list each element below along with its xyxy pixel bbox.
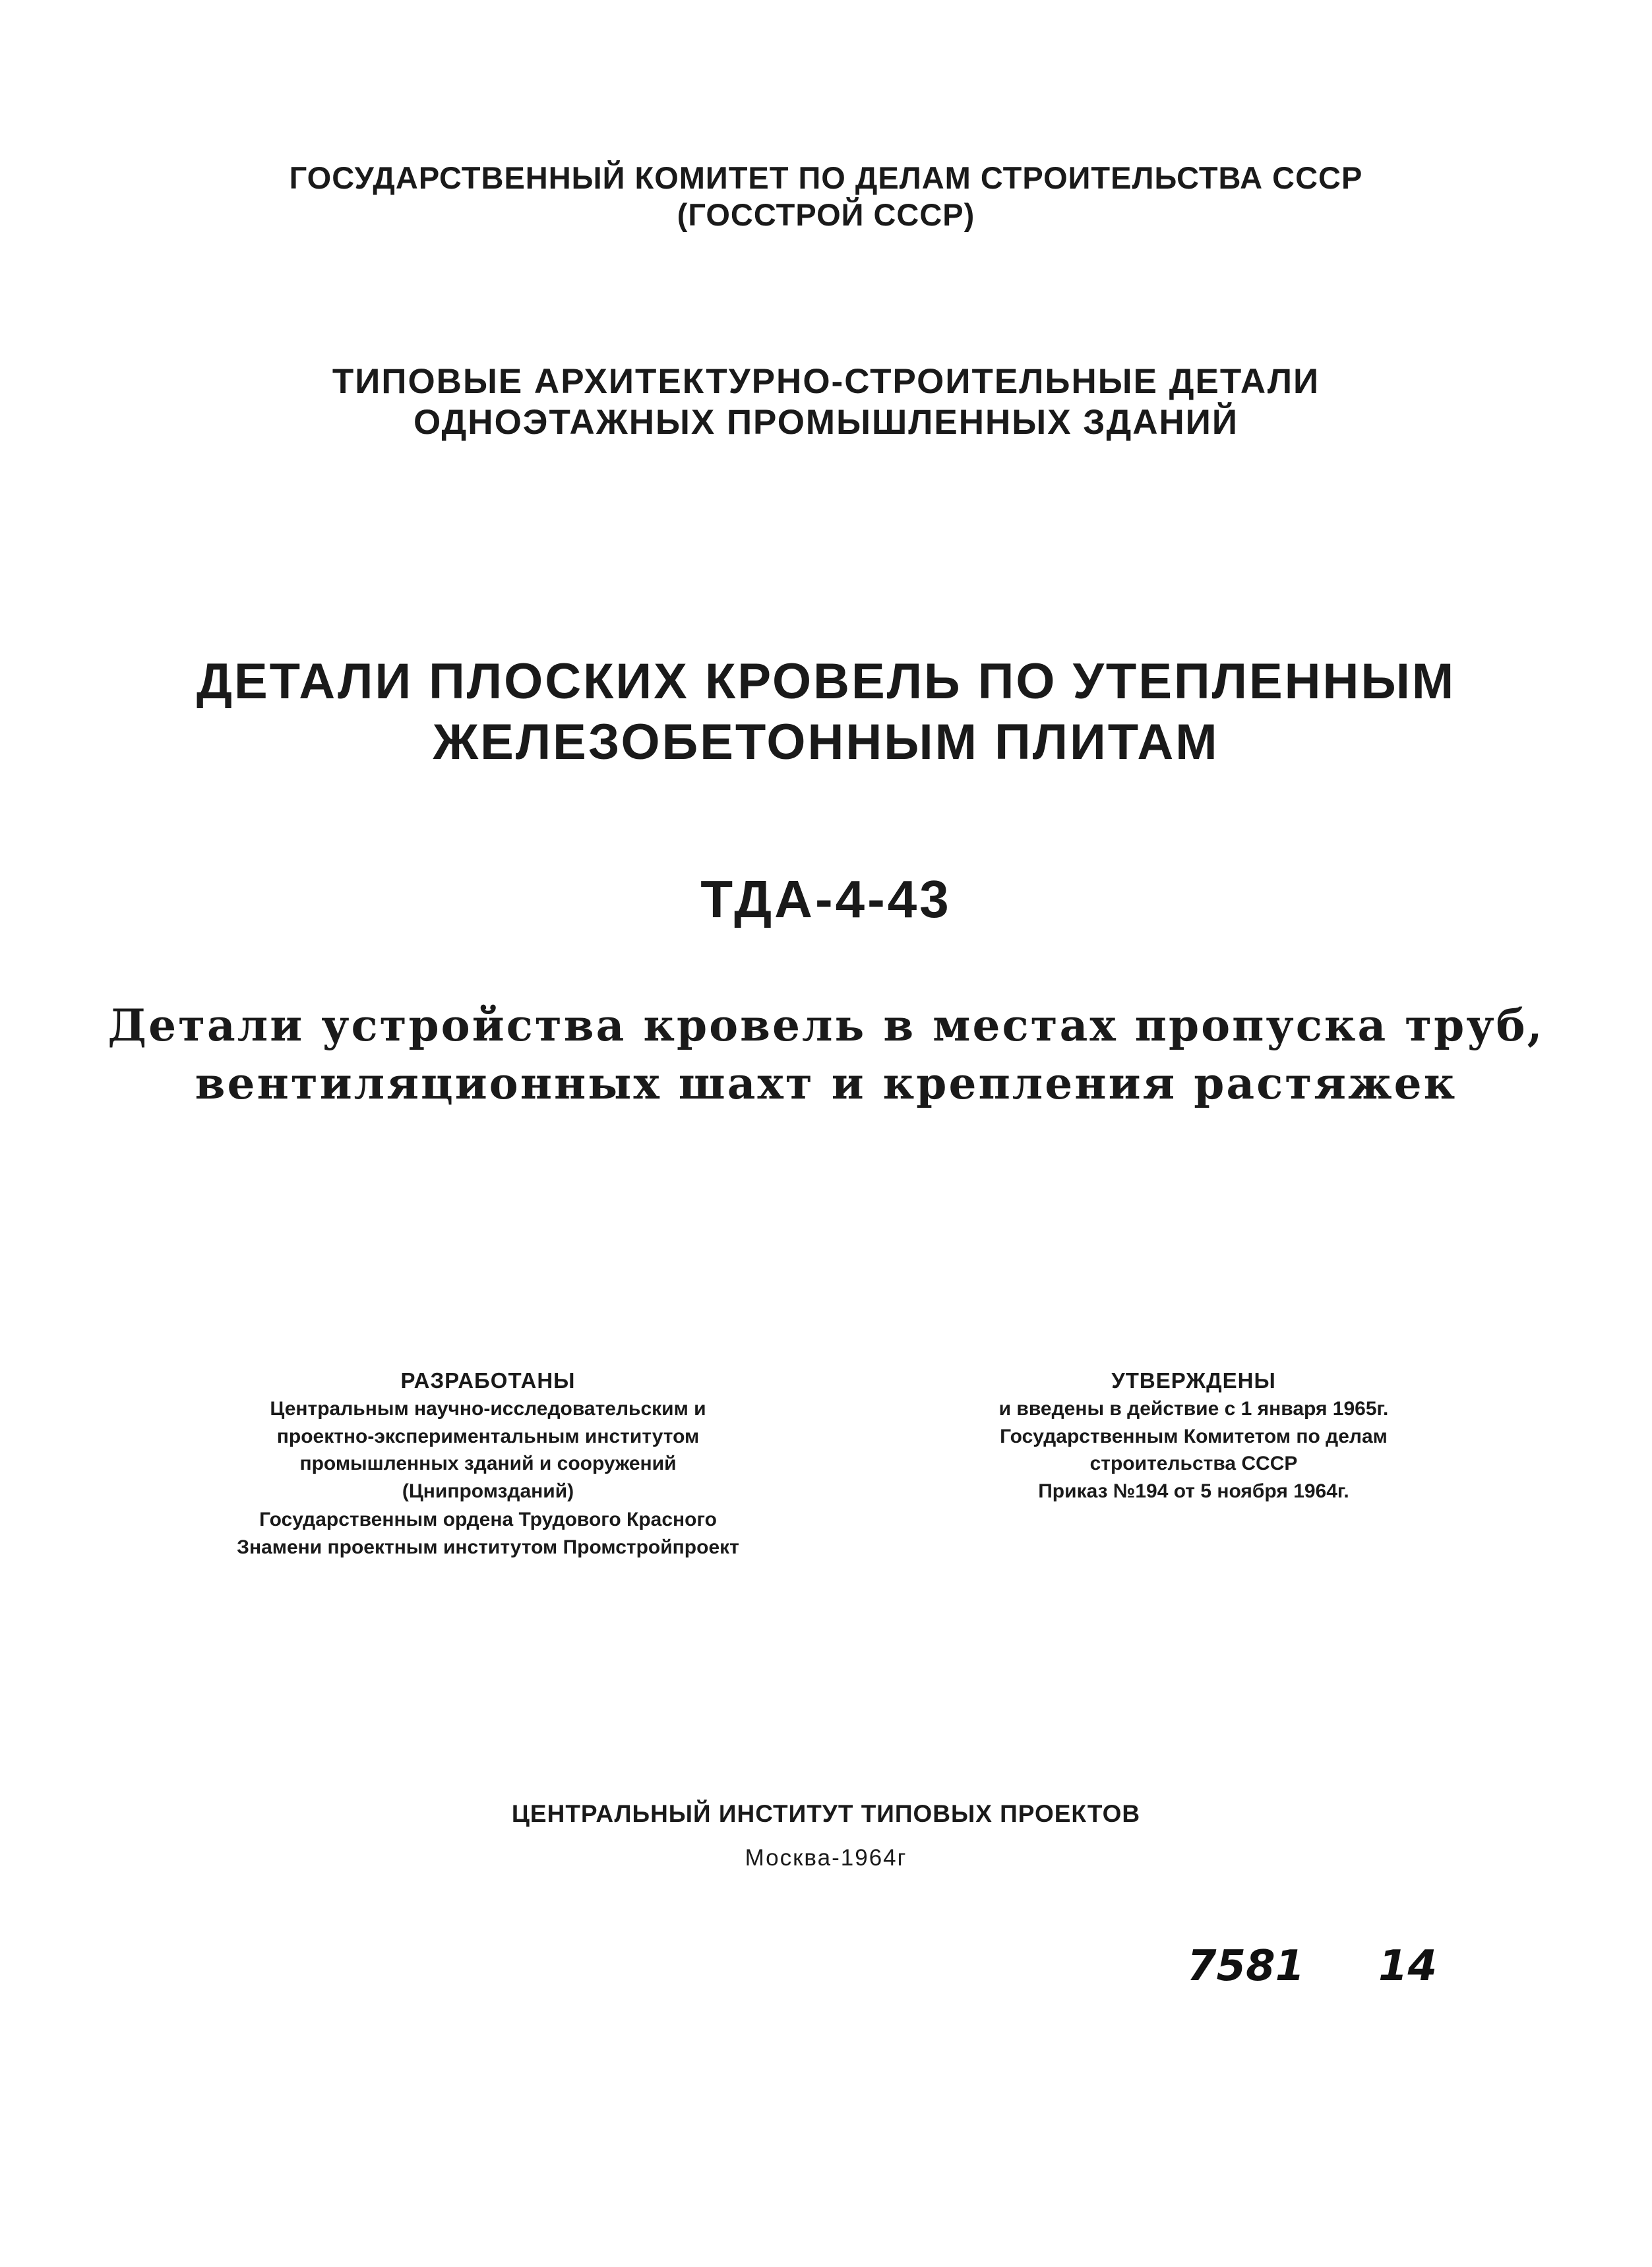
agency-line-1: ГОСУДАРСТВЕННЫЙ КОМИТЕТ ПО ДЕЛАМ СТРОИТЕЛЬСТВА СССР — [289, 160, 1363, 195]
series-title-line-2: ОДНОЭТАЖНЫХ ПРОМЫШЛЕННЫХ ЗДАНИЙ — [413, 403, 1239, 442]
series-title-line-1: ТИПОВЫЕ АРХИТЕКТУРНО-СТРОИТЕЛЬНЫЕ ДЕТАЛИ — [332, 362, 1320, 401]
handwritten-number-right: 14 — [1378, 1942, 1438, 1991]
approved-line: строительства СССР — [1089, 1453, 1298, 1474]
developed-line: Государственным ордена Трудового Красного — [259, 1509, 717, 1530]
developed-line: Центральным научно-исследовательским и — [270, 1398, 706, 1420]
document-title-line-2: ЖЕЛЕЗОБЕТОННЫМ ПЛИТАМ — [433, 714, 1219, 770]
developed-line: промышленных зданий и сооружений — [299, 1453, 677, 1474]
publisher-place-year: Москва-1964г — [745, 1845, 907, 1871]
document-title-line-1: ДЕТАЛИ ПЛОСКИХ КРОВЕЛЬ ПО УТЕПЛЕННЫМ — [196, 653, 1456, 710]
approved-line: и введены в действие с 1 января 1965г. — [998, 1398, 1389, 1420]
handwritten-number-left: 7581 — [1187, 1942, 1305, 1991]
approved-block — [877, 1368, 1510, 1513]
developed-line: (Цнипромзданий) — [402, 1480, 574, 1502]
developed-line: Знамени проектным институтом Промстройпроект — [237, 1536, 739, 1558]
developed-block — [158, 1368, 818, 1566]
approved-line: Приказ №194 от 5 ноября 1964г. — [1038, 1480, 1349, 1502]
developed-heading: РАЗРАБОТАНЫ — [400, 1368, 576, 1393]
subtitle-line-2: вентиляционных шахт и крепления растяжек — [195, 1058, 1457, 1109]
publisher-name: ЦЕНТРАЛЬНЫЙ ИНСТИТУТ ТИПОВЫХ ПРОЕКТОВ — [511, 1800, 1141, 1827]
agency-line-2: (ГОССТРОЙ СССР) — [677, 197, 975, 232]
developed-line: проектно-экспериментальным институтом — [276, 1426, 700, 1447]
subtitle-line-1: Детали устройства кровель в местах пропуска труб, — [107, 1000, 1545, 1051]
document-code: ТДА-4-43 — [700, 870, 952, 928]
approved-heading: УТВЕРЖДЕНЫ — [1111, 1368, 1276, 1393]
approved-line: Государственным Комитетом по делам — [1000, 1426, 1388, 1447]
